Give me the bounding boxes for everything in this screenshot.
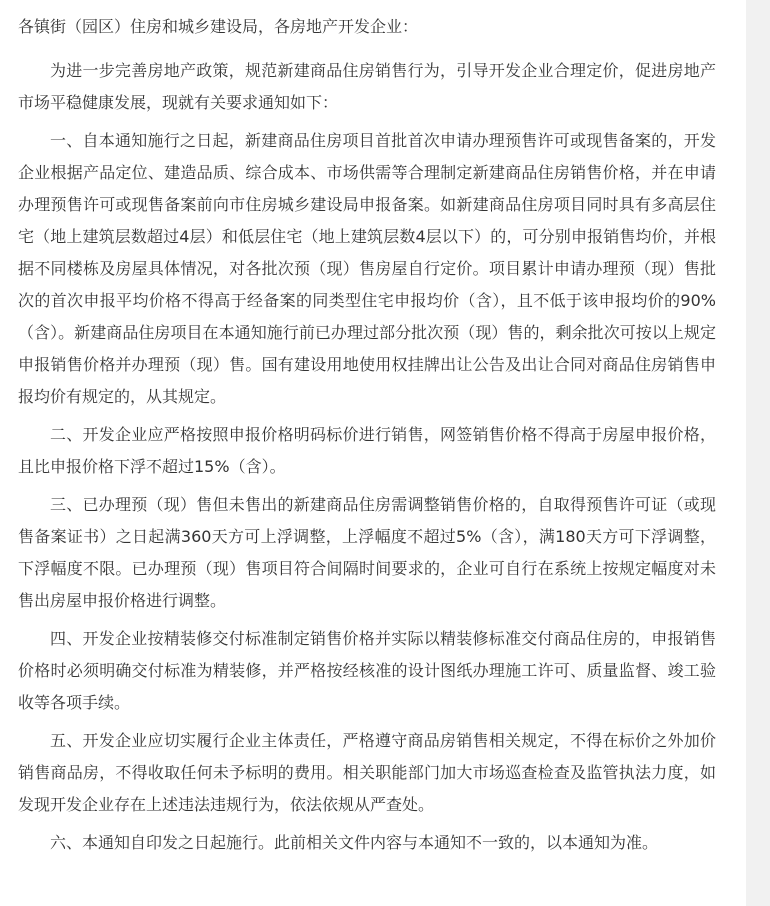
document-body	[18, 11, 716, 865]
clause-5-paragraph: 五、开发企业应切实履行企业主体责任，严格遵守商品房销售相关规定，不得在标价之外加价销售商品房，不得收取任何未予标明的费用。相关职能部门加大市场巡查检查及监管执法力度，如发现开发企业存在上述违法违规行为，依法依规从严查处。	[18, 731, 716, 814]
clause-2-paragraph: 二、开发企业应严格按照申报价格明码标价进行销售，网签销售价格不得高于房屋申报价格，且比申报价格下浮不超过15%（含）。	[18, 425, 716, 476]
clause-1-paragraph: 一、自本通知施行之日起，新建商品住房项目首批首次申请办理预售许可或现售备案的，开发企业根据产品定位、建造品质、综合成本、市场供需等合理制定新建商品住房销售价格，并在申请办理预售许可或现售备案前向市住房城乡建设局申报备案。如新建商品住房项目同时具有多高层住宅（地上建筑层数超过4层）和低层住宅（地上建筑层数4层以下）的，可分别申报销售均价，并根据不同楼栋及房屋具体情况，对各批次预（现）售房屋自行定价。项目累计申请办理预（现）售批次的首次申报平均价格不得高于经备案的同类型住宅申报均价（含），且不低于该申报均价的90%（含）。新建商品住房项目在本通知施行前已办理过部分批次预（现）售的，剩余批次可按以上规定申报销售价格并办理预（现）售。国有建设用地使用权挂牌出让公告及出让合同对商品住房销售申报均价有规定的，从其规定。	[18, 131, 716, 406]
intro-paragraph: 为进一步完善房地产政策，规范新建商品住房销售行为，引导开发企业合理定价，促进房地产市场平稳健康发展，现就有关要求通知如下：	[18, 61, 716, 112]
scrollbar-track[interactable]	[746, 0, 770, 906]
clause-3-paragraph: 三、已办理预（现）售但未售出的新建商品住房需调整销售价格的，自取得预售许可证（或现售备案证书）之日起满360天方可上浮调整，上浮幅度不超过5%（含），满180天方可下浮调整，下浮幅度不限。已办理预（现）售项目符合间隔时间要求的，企业可自行在系统上按规定幅度对未售出房屋申报价格进行调整。	[18, 495, 716, 610]
clause-4-paragraph: 四、开发企业按精装修交付标准制定销售价格并实际以精装修标准交付商品住房的，申报销售价格时必须明确交付标准为精装修，并严格按经核准的设计图纸办理施工许可、质量监督、竣工验收等各项手续。	[18, 629, 716, 712]
clause-6-paragraph: 六、本通知自印发之日起施行。此前相关文件内容与本通知不一致的，以本通知为准。	[50, 833, 659, 852]
salutation: 各镇街（园区）住房和城乡建设局，各房地产开发企业：	[18, 17, 419, 36]
